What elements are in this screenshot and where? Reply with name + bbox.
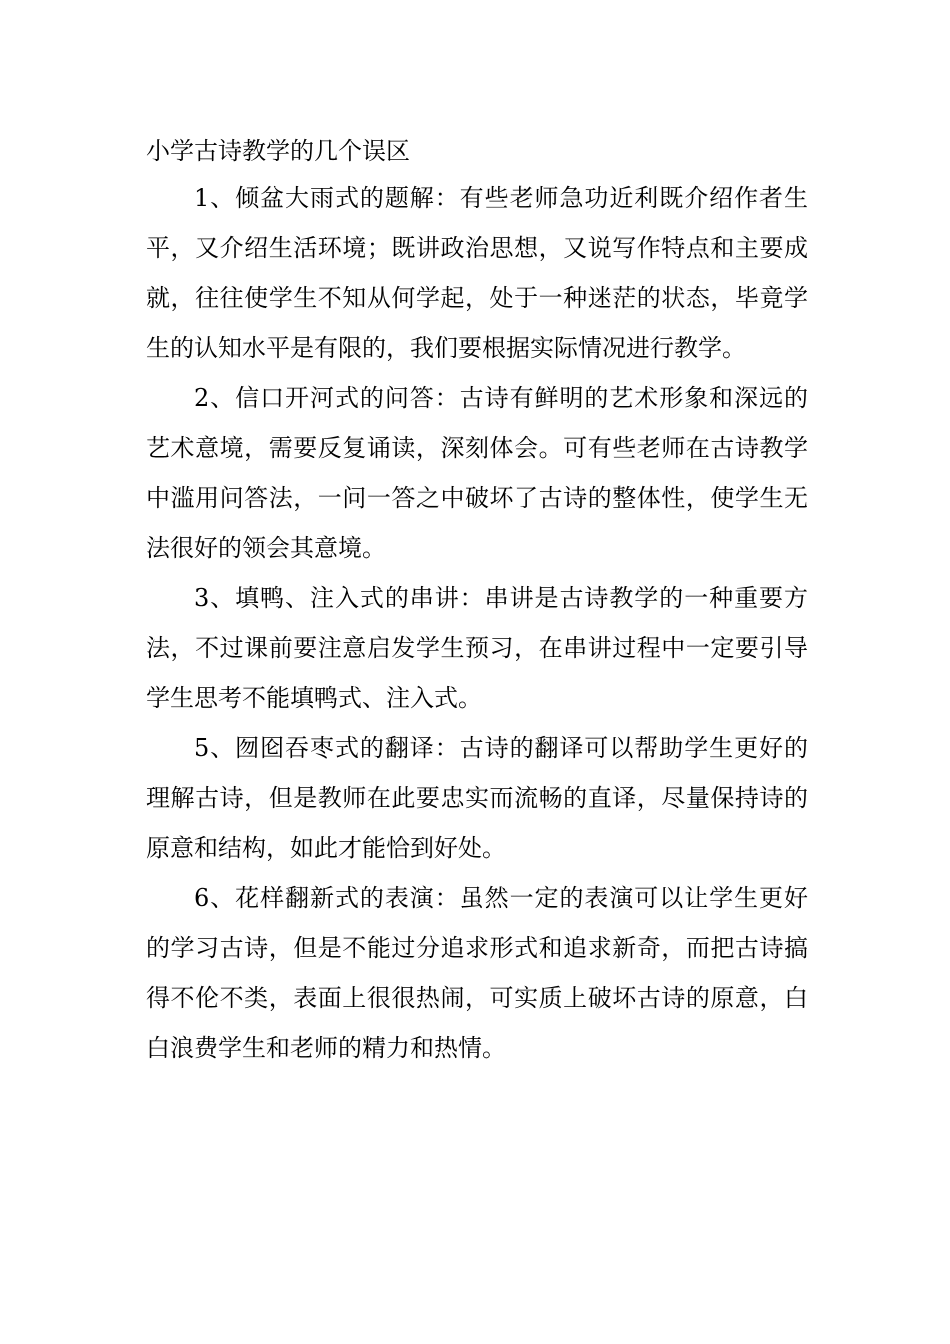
paragraph-5: 5、囫囵吞枣式的翻译：古诗的翻译可以帮助学生更好的理解古诗，但是教师在此要忠实而流畅的直译，尽量保持诗的原意和结构，如此才能恰到好处。	[146, 734, 808, 862]
document-title: 小学古诗教学的几个误区	[146, 137, 410, 165]
paragraph-2: 2、信口开河式的问答：古诗有鲜明的艺术形象和深远的艺术意境，需要反复诵读，深刻体会。可有些老师在古诗教学中滥用问答法，一问一答之中破坏了古诗的整体性，使学生无法很好的领会其意境。	[146, 384, 808, 562]
document-body	[146, 129, 808, 1073]
paragraph-6: 6、花样翻新式的表演：虽然一定的表演可以让学生更好的学习古诗，但是不能过分追求形式和追求新奇，而把古诗搞得不伦不类，表面上很很热闹，可实质上破坏古诗的原意，白白浪费学生和老师的精力和热情。	[146, 884, 808, 1062]
paragraph-1: 1、倾盆大雨式的题解：有些老师急功近利既介绍作者生平，又介绍生活环境；既讲政治思想，又说写作特点和主要成就，往往使学生不知从何学起，处于一种迷茫的状态，毕竟学生的认知水平是有限的，我们要根据实际情况进行教学。	[146, 184, 808, 362]
paragraph-3: 3、填鸭、注入式的串讲：串讲是古诗教学的一种重要方法，不过课前要注意启发学生预习，在串讲过程中一定要引导学生思考不能填鸭式、注入式。	[146, 584, 808, 712]
